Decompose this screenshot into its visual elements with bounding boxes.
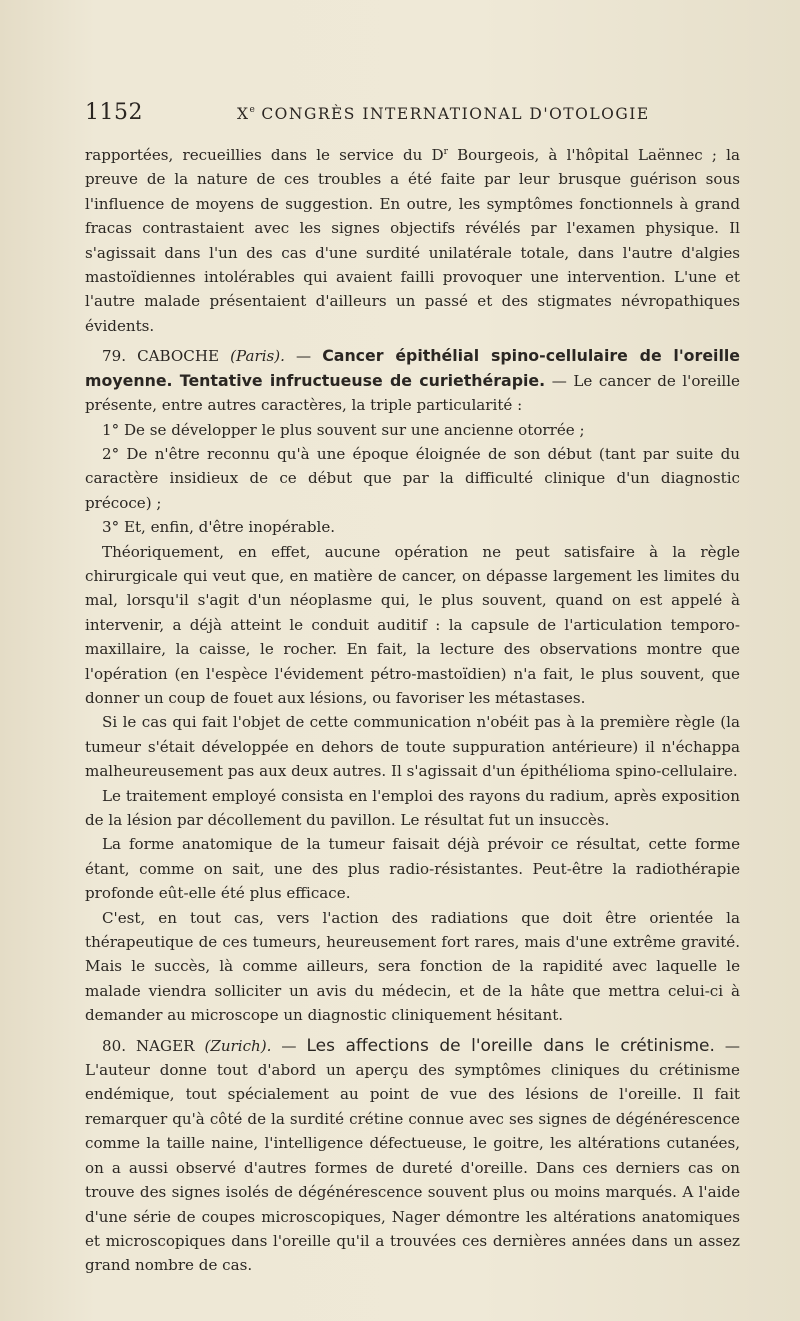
entry-number: 79. <box>102 347 127 366</box>
continued-paragraph: rapportées, recueillies dans le service du $D^r$ Bourgeois, à l'hôpital Laënnec ; la preuve de la nature de ces troubles a été faite par leur brusque guérison sous l'influence de moyens de suggestion. En outre, les symptômes fonctionnels à grand fracas contrastaient avec les signes objectifs révélés par l'examen physique. Il s'agissait dans l'un des cas d'une surdité unilatérale totale, dans l'autre d'algies mastoïdiennes intolérables qui avaient failli provoquer une intervention. L'une et l'autre malade présentaient d'ailleurs un passé et des stigmates névropathiques évidents. <box>85 146 740 335</box>
entry-title: Les affections de l'oreille dans le crétinisme. <box>306 1035 715 1056</box>
running-title: Xe CONGRÈS INTERNATIONAL D'OTOLOGIE <box>237 105 650 123</box>
running-header <box>85 100 745 130</box>
paragraph-cas: Si le cas qui fait l'objet de cette communication n'obéit pas à la première règle (la tumeur s'était développée en dehors de toute suppuration antérieure) il n'échappa malheureusement pas aux deux autres. Il s'agissait d'un épithélioma spino-cellulaire. <box>85 713 740 781</box>
list-item-1: 1° De se développer le plus souvent sur une ancienne otorrée ; <box>102 420 585 439</box>
paragraph-traitement: Le traitement employé consista en l'emploi des rayons du radium, après exposition de la lésion par décollement du pavillon. Le résultat fut un insuccès. <box>85 786 740 829</box>
entry-80: 80. NAGER (Zurich). — Les affections de l'oreille dans le crétinisme. — L'auteur donne tout d'abord un aperçu des symptômes cliniques du crétinisme endémique, tout spécialement au point de vue des lésions de l'oreille. Il fait remarquer qu'à côté de la surdité crétine connue avec ses signes de dégénérescence comme la taille naine, l'intelligence défectueuse, le goitre, les altérations cutanées, on a aussi observé d'autres formes de dureté d'oreille. Dans ces derniers cas on trouve des signes isolés de dégénérescence souvent plus ou moins marqués. A l'aide d'une série de coupes microscopiques, Nager démontre les altérations anatomiques et microscopiques dans l'oreille qu'il a trouvées ces dernières années dans un assez grand nombre de cas. <box>85 1035 740 1275</box>
list-item-2: 2° De n'être reconnu qu'à une époque éloignée de son début (tant par suite du caractère insidieux de ce début que par la difficulté clinique d'un diagnostic précoce) ; <box>85 444 740 512</box>
author-city: (Paris). <box>230 347 285 366</box>
author-city: (Zurich). <box>204 1036 272 1055</box>
list-item-3: 3° Et, enfin, d'être inopérable. <box>102 518 336 537</box>
entry-79-heading: 79. CABOCHE (Paris). — Cancer épithélial spino-cellulaire de l'oreille moyenne. Tentative infructueuse de curiethérapie. — Le cancer de l'oreille présente, entre autres caractères, la triple particularité : <box>85 346 740 415</box>
paragraph-radiations: C'est, en tout cas, vers l'action des radiations que doit être orientée la thérapeutique de ces tumeurs, heureusement fort rares, mais d'une extrême gravité. Mais le succès, là comme ailleurs, sera fonction de la rapidité avec laquelle le malade viendra solliciter un avis du médecin, et de la hâte que mettra celui-ci à demander au microscope un diagnostic cliniquement hésitant. <box>85 908 740 1025</box>
entry-title: Cancer épithélial spino-cellulaire de l'oreille moyenne. Tentative infructueuse de curiethérapie. <box>85 346 740 390</box>
entry-number: 80. <box>102 1036 127 1055</box>
page-body <box>85 140 740 1278</box>
author-name: NAGER <box>135 1036 195 1055</box>
page-number: 1152 <box>85 100 143 125</box>
paragraph-theorie: Théoriquement, en effet, aucune opération ne peut satisfaire à la règle chirurgicale qui veut que, en matière de cancer, on dépasse largement les limites du mal, lorsqu'il s'agit d'un néoplasme qui, le plus souvent, quand on est appelé à intervenir, a déjà atteint le conduit auditif : la capsule de l'articulation temporo-maxillaire, la caisse, le rocher. En fait, la lecture des observations montre que l'opération (en l'espèce l'évidement pétro-mastoïdien) n'a fait, le plus souvent, que donner un coup de fouet aux lésions, ou favoriser les métastases. <box>85 542 740 707</box>
paragraph-forme: La forme anatomique de la tumeur faisait déjà prévoir ce résultat, cette forme étant, comme on sait, une des plus radio-résistantes. Peut-être la radiothérapie profonde eût-elle été plus efficace. <box>85 835 740 903</box>
author-name: CABOCHE <box>137 347 220 366</box>
